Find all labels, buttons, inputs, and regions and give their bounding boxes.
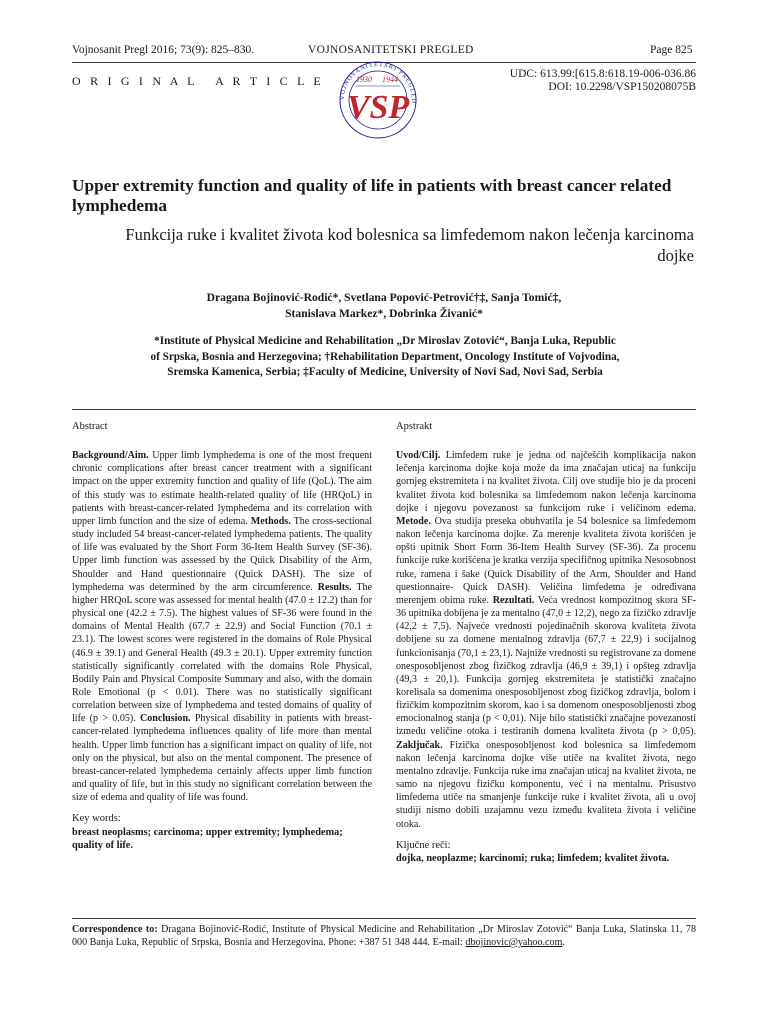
article-identifiers [500,68,696,94]
udc-code: UDC: 613.99:[615.8:618.19-006-036.86 [509,68,696,80]
abstract-lead-results: Results. [317,581,352,593]
abstract-conclusion: Physical disability in patients with breast-cancer-related lymphedema influences quality of life more than mental health. Upper limb function has a significant impact on quality of life, not only on the physical, but also on the mental component. The presence of breast-cancer-related lymphedema certainly affects upper limb function and quality of life, but in this study no significant correlation between the size of edema and quality of life was found. [72,713,372,804]
authors-line-2: Stanislava Markez*, Dobrinka Živanić* [285,307,483,320]
kljucne-reci-heading: Ključne reči: [396,839,451,851]
abstract-top-rule [72,409,696,410]
apstrakt-rezultati: Veća vrednost kompozitnog skora SF-36 upitnika dobijena je za mentalno (47,0 ± 12,2), nego za fizičko zdravlje (42,2 ± 7,5). Najveće vrednosti pojedinačnih skorova kvaliteta života dobijene su za domene mentalnog zdravlja (67,7 ± 22,9) i socijalnog funkcionisanja (70,1 ± 23,1). Najniže vrednosti su registrovane za domene onesposobljenost zbog fizičkog zdravlja (46,9 ± 39,1) i opšteg zdravlja (49,3 ± 20,1). Funkcija gornjeg ekstremiteta je statistički značajno korelisala sa domenima onesposobljenost zbog fizičkog zdravlja, bolom i fizičkim kompozitnim skorom, kao i sa domenom onesposobljenosti zbog emocionalnog stanja (p < 0,01). Nije bilo statistički značajne povezanosti između veličine otoka i testiranih domena kvaliteta života (p > 0,05). [396,594,696,738]
logo-year-right: 1944 [382,75,398,84]
abstract-english [72,420,372,852]
correspondence-email-link[interactable]: dbojinovic@yahoo.com [465,937,563,948]
abstract-methods: The cross-sectional study included 54 breast-cancer-related lymphedema patients. The quality of life was evaluated by the Short Form 36-Item Health Survey (SF-36). Upper limb function was assessed by the Quick Disability of the Arm, Shoulder and Hand questionnaire (Quick DASH). The size of lymphedema was determined by the arm circumference. [72,515,372,593]
apstrakt-zakljucak: Fizička onesposobljenost kod bolesnica sa limfedemom nakon lečenja karcinoma dojke više utiče na kvalitet života, nego mentalno zdravlje. Funkcija ruke ima značajan uticaj na kvalitet života, ne samo na njegovu fizičku komponentu, već i na mentalnu. Prisustvo limfedema utiče na smanjenje funkcije ruke i kvalitet života, ali u ovoj studiji nismo dobili uzajamnu vezu između kvaliteta života i veličine otoka. [396,739,696,830]
abstract-serbian [396,420,696,865]
article-type-label: O R I G I N A L A R T I C L E [72,74,324,88]
author-list [72,290,696,322]
correspondence-end: . [562,937,565,948]
apstrakt-lead-metode: Metode. [396,515,431,527]
abstract-body [72,449,372,804]
keywords-heading: Key words: [72,813,121,825]
apstrakt-lead-zakljucak: Zaključak. [396,739,443,751]
logo-ring-text: VOJNOSANITETSKI PREGLED [339,61,417,105]
abstract-lead-conclusion: Conclusion. [140,713,191,725]
apstrakt-heading: Apstrakt [396,421,433,432]
abstract-results: The higher HRQoL score was assessed for mental health (47.0 ± 12.2) than for physical one (42.2 ± 7.5). The highest values of SF-36 were found in the domains of Mental Health (67.7 ± 22.9) and Social Function (70.1 ± 23.1). The lowest scores were registered in the domains of Role Physical (46.9 ± 39.1) and General Health (49.3 ± 20.1). Upper extremity function statistically significantly correlated with the domains Role Physical, Bodily Pain and Physical Composite Summary and also, with the domain Role Emotional (p < 0.01). There was no statistically significant correlation between size of lymphedema and tested domains of quality of life (p > 0.05). [72,581,372,725]
apstrakt-uvod: Limfedem ruke je jedna od najčešćih komplikacija nakon lečenja karcinoma dojke koja može da ima značajan uticaj na funkciju gornjeg ekstremiteta i na kvalitet života. Cilj ove studije bio je da proceni kvalitet života kod bolesnika sa limfedemom nakon lečenja karcinoma dojke i njegovu povezanost sa funkcijom ruke i veličinom edema. [396,450,696,514]
correspondence-text: Dragana Bojinović-Rodić, Institute of Physical Medicine and Rehabilitation „Dr Miroslav Zotović“ Banja Luka, Slatinska 11, 78 000 Banja Luka, Republic of Srpska, Bosnia and Herzegovina. Phone: +387 51 348 444. E-mail: [72,924,696,948]
correspondence-label: Correspondence to: [72,924,158,935]
correspondence [72,923,696,949]
abstract-heading: Abstract [72,421,108,432]
abstract-lead-background: Background/Aim. [72,450,149,462]
apstrakt-body [396,449,696,831]
keywords-list: breast neoplasms; carcinoma; upper extremity; lymphedema; quality of life. [72,826,343,851]
journal-logo [336,58,420,142]
page-number: Page 825 [650,44,693,56]
authors-line-1: Dragana Bojinović-Rodić*, Svetlana Popović-Petrović†‡, Sanja Tomić‡, [206,291,562,304]
apstrakt-lead-rezultati: Rezultati. [492,594,535,606]
correspondence-rule [72,918,696,919]
abstract-lead-methods: Methods. [250,515,291,527]
logo-year-left: 1930 [356,75,372,84]
title-serbian: Funkcija ruke i kvalitet života kod bolesnica sa limfedemom nakon lečenja karcinoma dojke [125,225,694,265]
apstrakt-metode: Ova studija preseka obuhvatila je 54 bolesnice sa limfedemom nakon lečenja karcinoma dojke. Za merenje kvaliteta života korišćen je opšti upitnik Short Form 36-Item Health Survey (SF-36). Za procenu funkcije ruke korišćena je kratka verzija specifičnog upitnika Nesosobnost ruke, ramena i šake (Quick Disability of the Arm, Shoulder and Hand questionnaire- Quick DASH). Veličina limfedema je određivana merenjem obima ruke. [396,515,696,606]
logo-letters: VSP [346,89,410,126]
title-english: Upper extremity function and quality of life in patients with breast cancer related lymphedema [72,176,672,215]
abstract-background: Upper limb lymphedema is one of the most frequent chronic complications after breast cancer treatment with a significant impact on the upper extremity function and quality of life (QoL). The aim of this study was to estimate health-related quality of life (HRQoL) in patients with breast-cancer-related lymphedema and its correlation with upper limb function and the size of edema. [72,450,372,527]
journal-citation: Vojnosanit Pregl 2016; 73(9): 825–830. [72,44,255,56]
kljucne-reci-list: dojka, neoplazme; karcinomi; ruka; limfedem; kvalitet života. [396,852,670,864]
apstrakt-lead-uvod: Uvod/Cilj. [396,450,441,462]
doi[interactable]: DOI: 10.2298/VSP150208075B [548,81,696,93]
affiliations: *Institute of Physical Medicine and Rehabilitation „Dr Miroslav Zotović“, Banja Luka, Republic of Srpska, Bosnia and Herzegovina; †Rehabilitation Department, Oncology Institute of Vojvodina, Sremska Kamenica, Serbia; ‡Faculty of Medicine, University of Novi Sad, Novi Sad, Serbia [150,335,620,378]
journal-name: VOJNOSANITETSKI PREGLED [308,44,474,56]
